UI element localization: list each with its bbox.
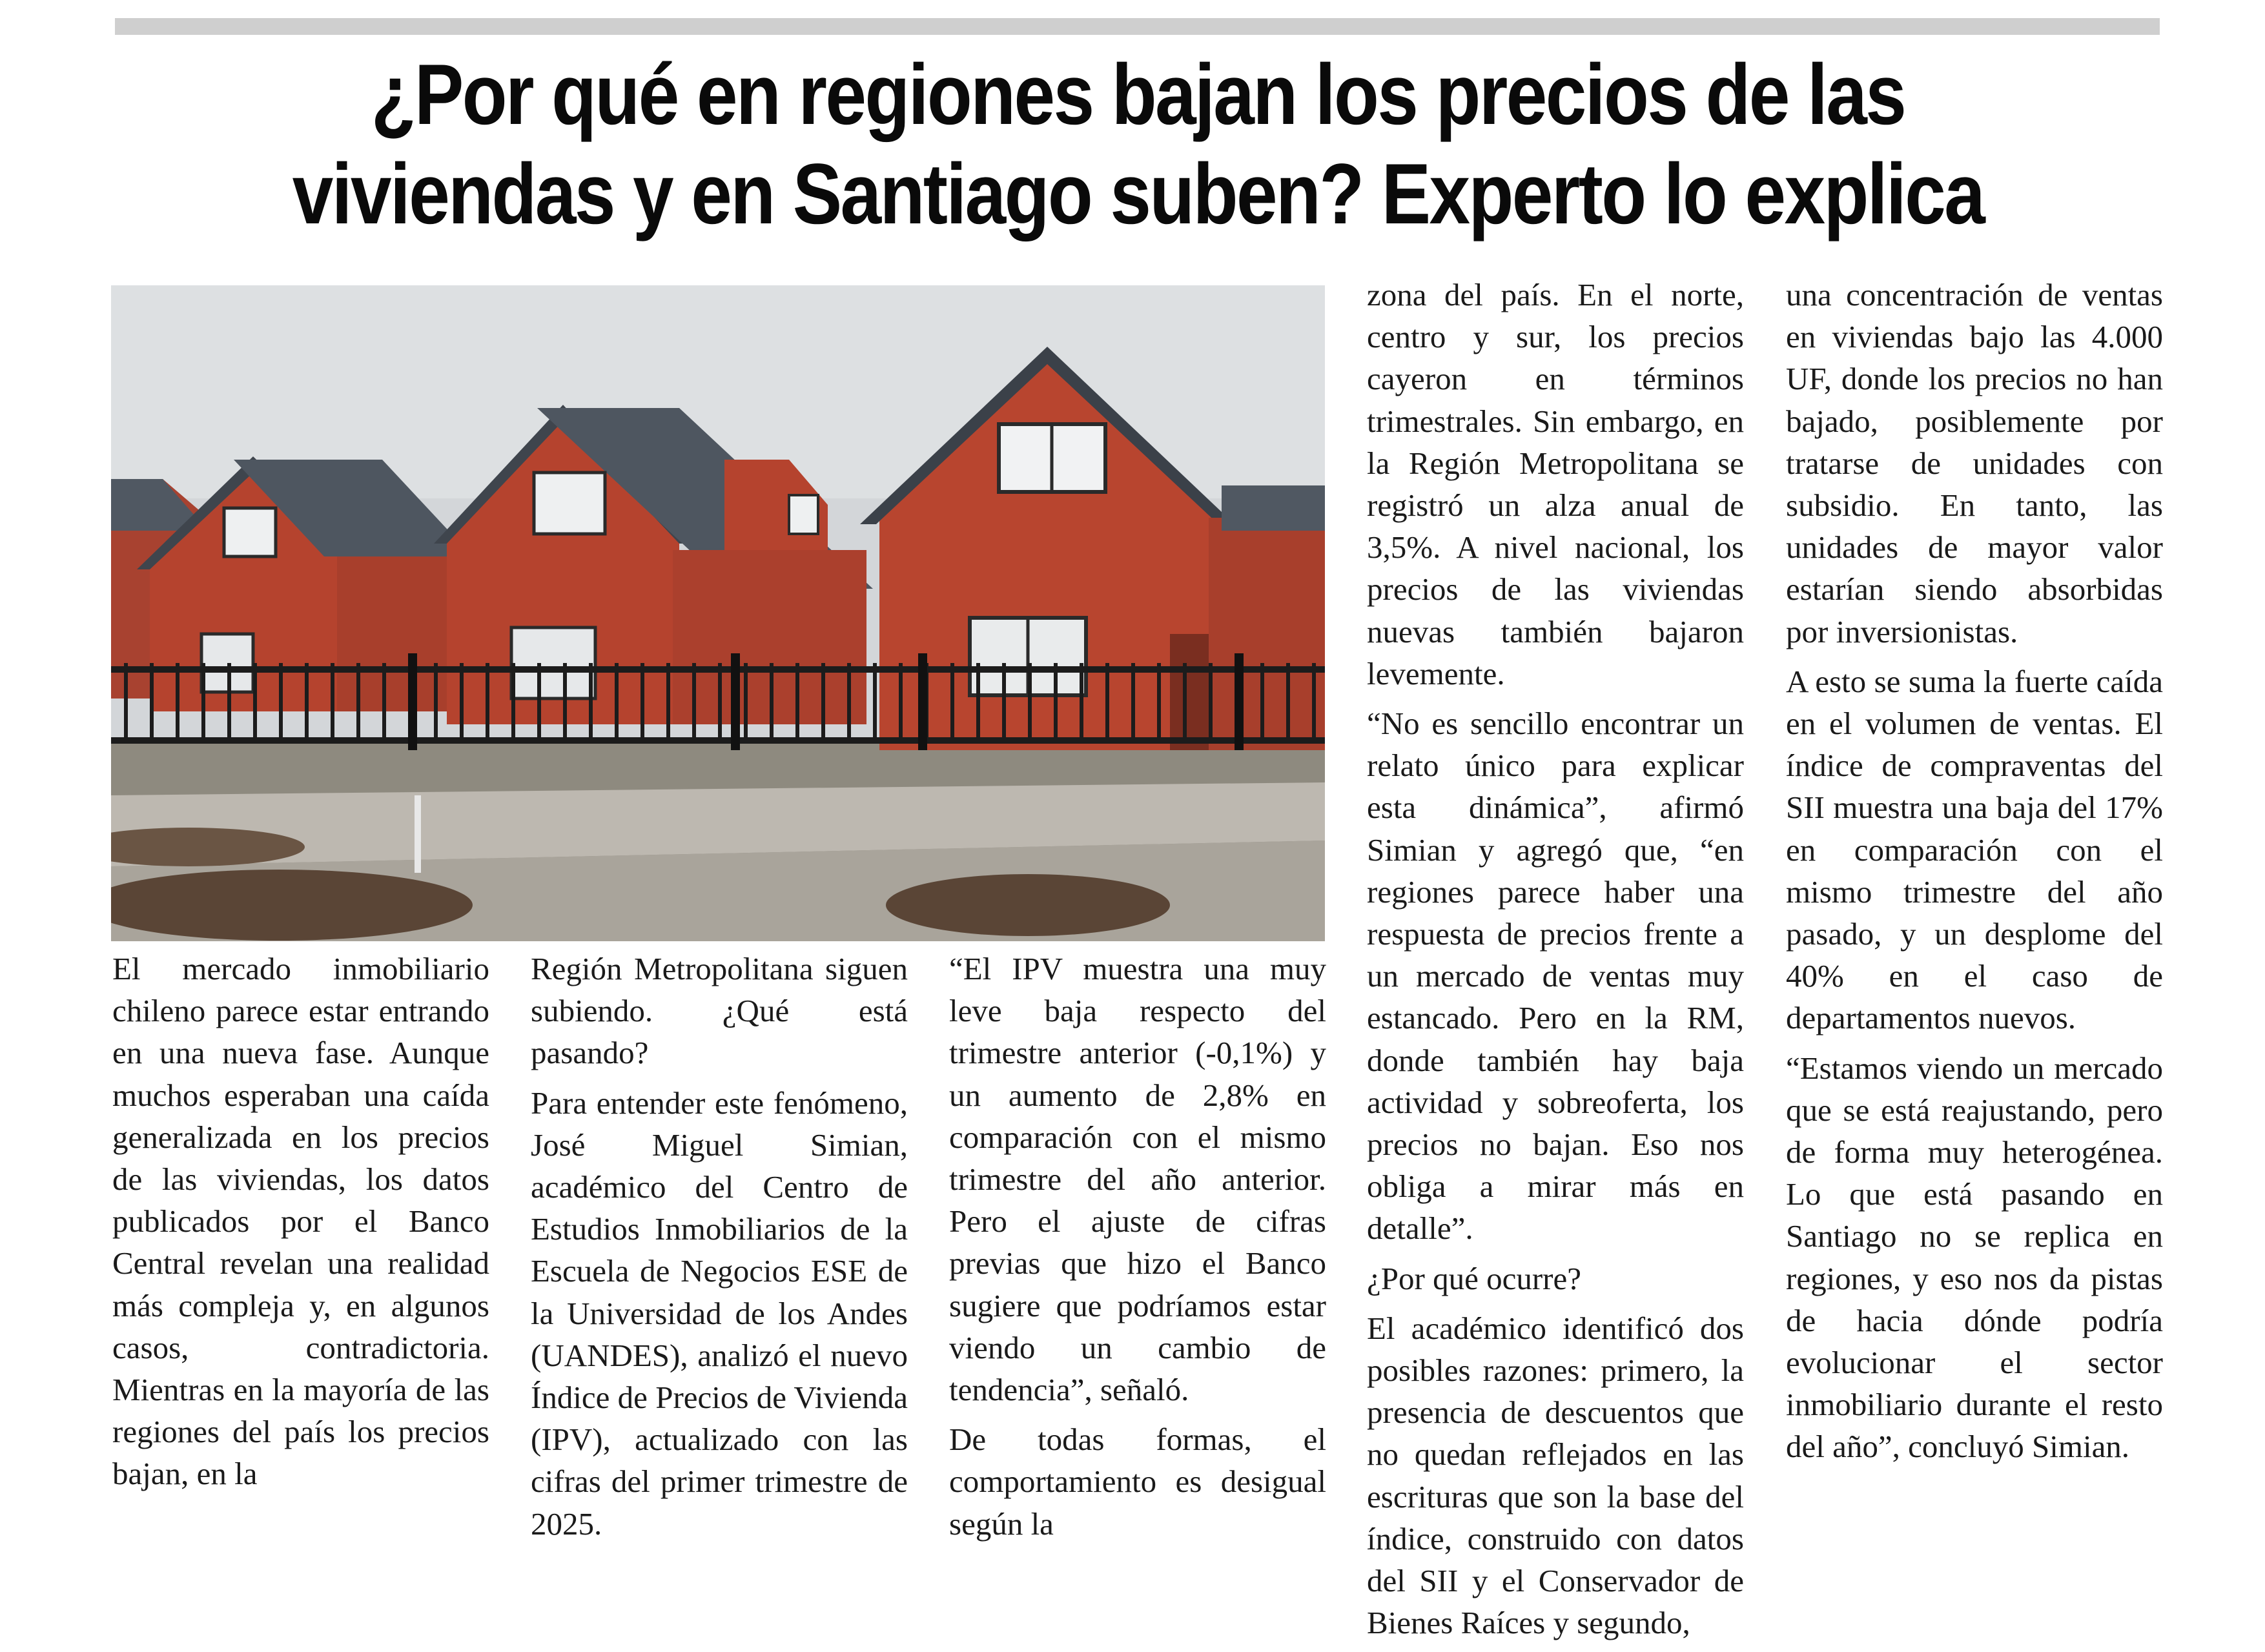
paragraph: zona del país. En el norte, centro y sur, los precios cayeron en términos trimestrales. Sin embargo, en la Región Metropolitana se registró un alza anual de 3,5%. A nivel nacional, los precios de las viviendas nuevas también bajaron levemente. <box>1367 277 1744 691</box>
paragraph: “El IPV muestra una muy leve baja respecto del trimestre anterior (-0,1%) y un aumento de 2,8% en comparación con el mismo trimestre del año anterior. Pero el ajuste de cifras previas que hizo el Banco sugiere que podríamos estar viendo un cambio de tendencia”, señaló. <box>949 951 1326 1408</box>
paragraph: “No es sencillo encontrar un relato único para explicar esta dinámica”, afirmó Simian y agregó que, “en regiones parece haber una respuesta de precios frente a un mercado de ventas muy estancado. Pero en la RM, donde también hay baja actividad y sobreoferta, los precios no bajan. Eso nos obliga a mirar más en detalle”. <box>1367 706 1744 1247</box>
article-photo <box>111 285 1325 941</box>
article-headline: ¿Por qué en regiones bajan los precios de las viviendas y en Santiago suben? Experto lo explica <box>292 47 1984 242</box>
paragraph: De todas formas, el comportamiento es desigual según la <box>949 1422 1326 1542</box>
article-column-3 <box>949 948 1326 1553</box>
paragraph: A esto se suma la fuerte caída en el volumen de ventas. El índice de compraventas del SII muestra una baja del 17% en comparación con el mismo trimestre del año pasado, y un desplome del 40% en el caso de departamentos nuevos. <box>1786 663 2163 1036</box>
top-rule <box>115 18 2160 35</box>
paragraph: El académico identificó dos posibles razones: primero, la presencia de descuentos que no quedan reflejados en las escrituras que son la base del índice, construido con datos del SII y el Conservador de Bienes Raíces y segundo, <box>1367 1310 1744 1641</box>
subheading: ¿Por qué ocurre? <box>1367 1260 1581 1296</box>
article-column-5 <box>1786 274 2163 1476</box>
article-column-2 <box>531 948 908 1553</box>
paragraph: El mercado inmobiliario chileno parece estar entrando en una nueva fase. Aunque muchos esperaban una caída generalizada en los precios de las viviendas, los datos publicados por el Banco Central revelan una realidad más compleja y, en algunos casos, contradictoria. Mientras en la mayoría de las regiones del país los precios bajan, en la <box>112 951 489 1492</box>
paragraph: Región Metropolitana siguen subiendo. ¿Qué está pasando? <box>531 951 908 1071</box>
houses-photo-icon <box>111 285 1325 941</box>
article-column-4 <box>1367 274 1744 1652</box>
paragraph: “Estamos viendo un mercado que se está reajustando, pero de forma muy heterogénea. Lo que está pasando en Santiago no se replica en regiones, y eso nos da pistas de hacia dónde podría evolucionar el sector inmobiliario durante el resto del año”, concluyó Simian. <box>1786 1050 2163 1465</box>
article-column-1 <box>112 948 489 1503</box>
paragraph: una concentración de ventas en viviendas bajo las 4.000 UF, donde los precios no han bajado, posiblemente por tratarse de unidades con subsidio. En tanto, las unidades de mayor valor estarían siendo absorbidas por inversionistas. <box>1786 277 2163 649</box>
paragraph: Para entender este fenómeno, José Miguel Simian, académico del Centro de Estudios Inmobiliarios de la Escuela de Negocios ESE de la Universidad de los Andes (UANDES), analizó el nuevo Índice de Precios de Vivienda (IPV), actualizado con las cifras del primer trimestre de 2025. <box>531 1085 908 1542</box>
